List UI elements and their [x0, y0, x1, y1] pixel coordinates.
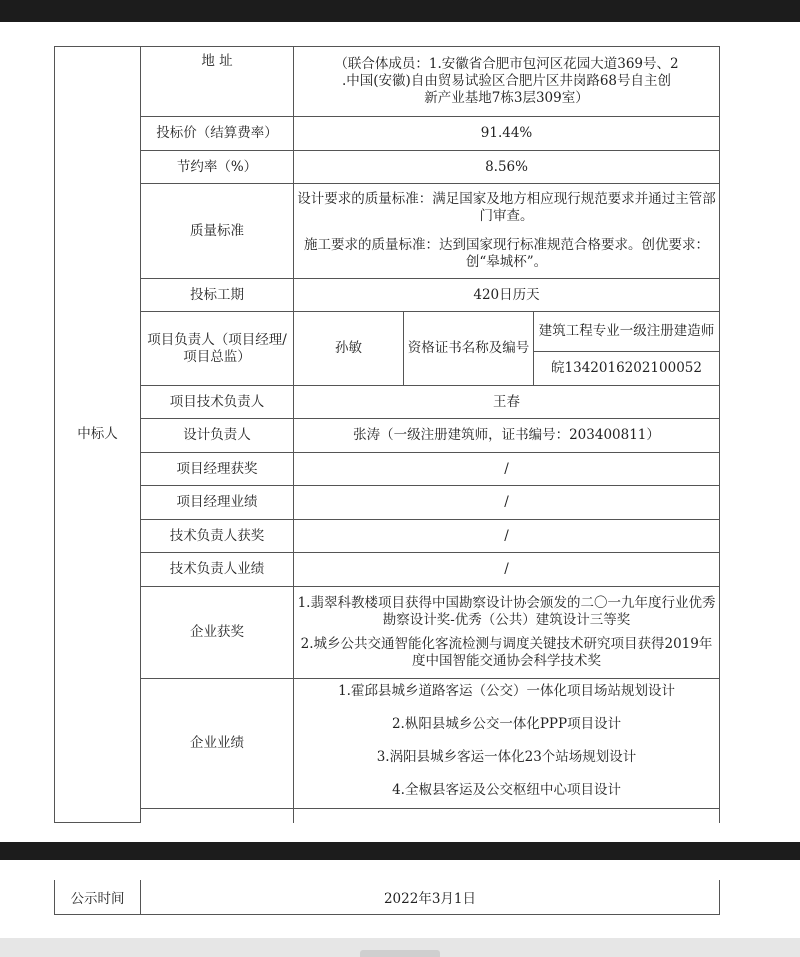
- company-performance-value: 1.霍邱县城乡道路客运（公交）一体化项目场站规划设计 2.枞阳县城乡公交一体化PPP项目设计 3.涡阳县城乡客运一体化23个站场规划设计 4.全椒县客运及公交枢纽中心项目设计: [294, 679, 720, 809]
- saving-rate-value: 8.56%: [294, 151, 720, 184]
- quality-value: 设计要求的质量标准：满足国家及地方相应现行规范要求并通过主管部门审查。 施工要求的质量标准：达到国家现行标准规范合格要求。创优要求：创“皋城杯”。: [294, 184, 720, 279]
- announcement-table: [54, 880, 720, 915]
- tech-performance-label: 技术负责人业绩: [141, 553, 294, 587]
- trailing-cell-right: [294, 809, 720, 823]
- duration-label: 投标工期: [141, 279, 294, 312]
- cert-label: 资格证书名称及编号: [404, 312, 534, 386]
- bid-price-label: 投标价（结算费率）: [141, 117, 294, 151]
- saving-rate-label: 节约率（%）: [141, 151, 294, 184]
- address-label: 地 址: [141, 47, 294, 117]
- pm-name: 孙敏: [294, 312, 404, 386]
- pm-performance-label: 项目经理业绩: [141, 486, 294, 520]
- viewer-scroll-tab[interactable]: [360, 950, 440, 957]
- winner-label: 中标人: [55, 47, 141, 823]
- bid-price-value: 91.44%: [294, 117, 720, 151]
- cert-number: 皖1342016202100052: [534, 352, 720, 386]
- top-dark-bar: [0, 0, 800, 22]
- company-performance-label: 企业业绩: [141, 679, 294, 809]
- design-lead-label: 设计负责人: [141, 419, 294, 453]
- page-break-bar: [0, 842, 800, 860]
- company-awards-value: 1.翡翠科教楼项目获得中国勘察设计协会颁发的二〇一九年度行业优秀勘察设计奖-优秀（公共）建筑设计三等奖 2.城乡公共交通智能化客流检测与调度关键技术研究项目获得2019年度中国智能交通协会科学技术奖: [294, 587, 720, 679]
- trailing-cell-left: [141, 809, 294, 823]
- tech-awards-value: /: [294, 520, 720, 553]
- winner-info-table: [54, 46, 720, 823]
- announcement-label: 公示时间: [55, 880, 141, 915]
- pm-awards-value: /: [294, 453, 720, 486]
- tech-lead-label: 项目技术负责人: [141, 386, 294, 419]
- quality-label: 质量标准: [141, 184, 294, 279]
- pm-label: 项目负责人（项目经理/项目总监）: [141, 312, 294, 386]
- duration-value: 420日历天: [294, 279, 720, 312]
- pm-awards-label: 项目经理获奖: [141, 453, 294, 486]
- tech-performance-value: /: [294, 553, 720, 587]
- tech-lead-value: 王春: [294, 386, 720, 419]
- design-lead-value: 张涛（一级注册建筑师，证书编号：203400811）: [294, 419, 720, 453]
- company-awards-label: 企业获奖: [141, 587, 294, 679]
- announcement-value: 2022年3月1日: [141, 880, 720, 915]
- cert-name: 建筑工程专业一级注册建造师: [534, 312, 720, 352]
- address-value: （联合体成员：1.安徽省合肥市包河区花园大道369号、2 .中国(安徽)自由贸易试验区合肥片区井岗路68号自主创 新产业基地7栋3层309室）: [294, 47, 720, 117]
- pm-performance-value: /: [294, 486, 720, 520]
- tech-awards-label: 技术负责人获奖: [141, 520, 294, 553]
